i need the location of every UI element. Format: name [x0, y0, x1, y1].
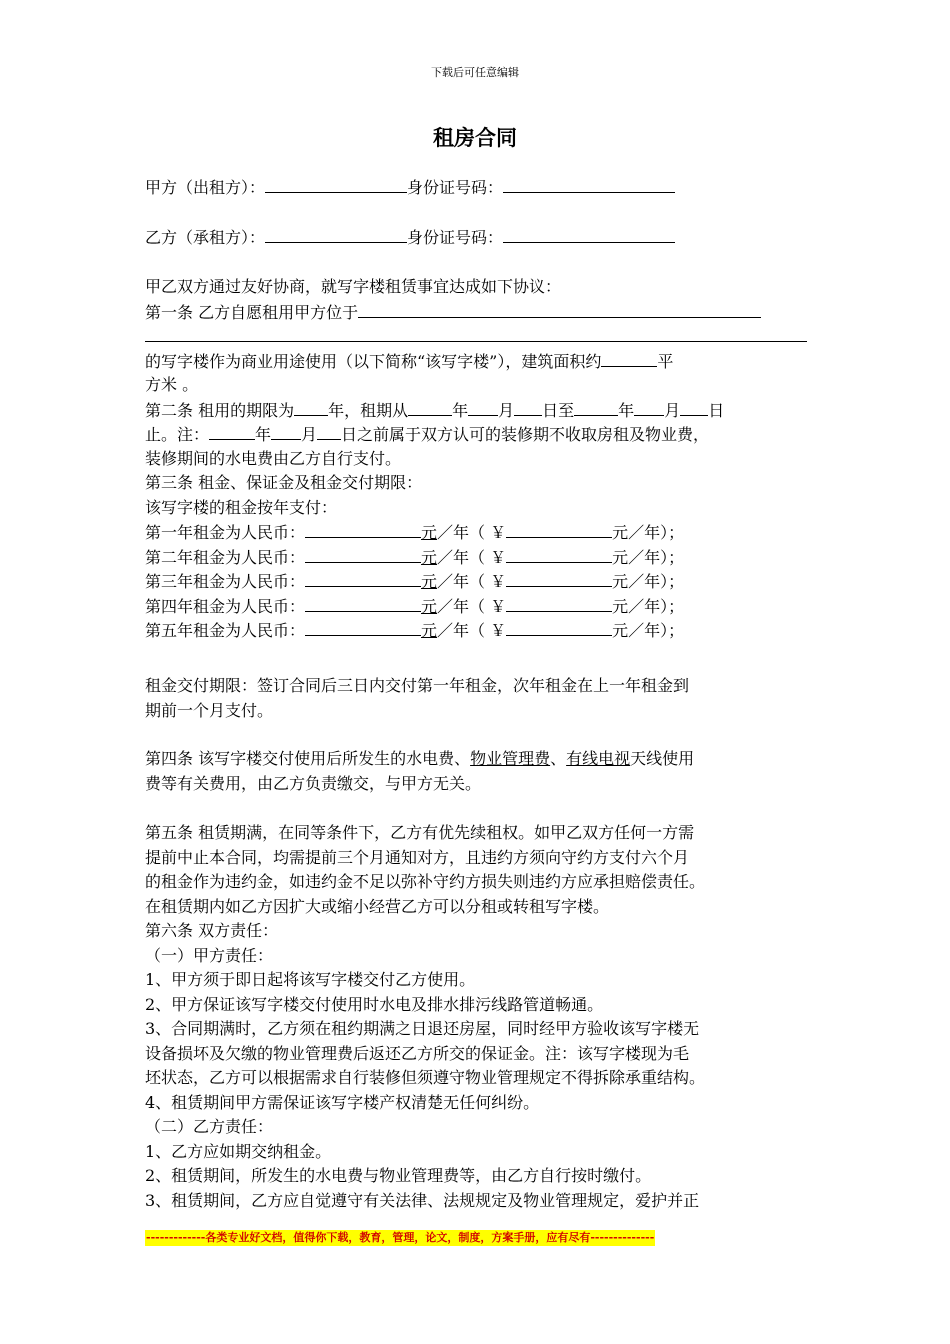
art6-line: 设备损坏及欠缴的物业管理费后返还乙方所交的保证金。注：该写字楼现为毛 [145, 1043, 690, 1063]
art5-line: 第五条 租赁期满，在同等条件下，乙方有优先续租权。如甲乙双方任何一方需 [145, 823, 695, 842]
renovation-month-blank[interactable] [271, 422, 301, 440]
rent-row: 第四年租金为人民币： 元／年（ ￥ 元／年）； [145, 594, 807, 619]
rent-amount-rmb-blank[interactable] [305, 520, 421, 538]
party-b-label: 乙方（承租方）： [145, 228, 266, 247]
party-a-line [145, 175, 807, 200]
rent-row: 第三年租金为人民币： 元／年（ ￥ 元／年）； [145, 569, 807, 594]
rent-amount-cny-blank[interactable] [506, 594, 612, 612]
end-year-blank[interactable] [574, 398, 618, 416]
rent-row: 第五年租金为人民币： 元／年（ ￥ 元／年）； [145, 618, 807, 643]
intro-line: 甲乙双方通过友好协商，就写字楼租赁事宜达成如下协议： [145, 277, 562, 296]
art6-line: 1、乙方应如期交纳租金。 [145, 1141, 332, 1161]
art6-line: 坯状态，乙方可以根据需求自行装修但须遵守物业管理规定不得拆除承重结构。 [145, 1068, 706, 1087]
art5-art6 [145, 821, 807, 1213]
start-month-blank[interactable] [468, 398, 498, 416]
art6-line: （二）乙方责任： [145, 1117, 274, 1136]
location-blank[interactable] [358, 300, 761, 318]
art1-line1: 第一条 乙方自愿租用甲方位于 [145, 300, 807, 325]
art6-line: 3、租赁期间，乙方应自觉遵守有关法律、法规规定及物业管理规定，爱护并正 [145, 1190, 700, 1210]
rent-amount-rmb-blank[interactable] [305, 594, 421, 612]
art1-line2 [145, 324, 807, 349]
rent-deadline: 租金交付期限：签订合同后三日内交付第一年租金，次年租金在上一年租金到 期前一个月支付。 [145, 676, 690, 720]
art6-line: 3、合同期满时，乙方须在租约期满之日退还房屋，同时经甲方验收该写字楼无 [145, 1019, 700, 1038]
art3-line2: 该写字楼的租金按年支付： [145, 497, 338, 517]
art6-line: 第六条 双方责任： [145, 921, 279, 940]
art1-line3: 的写字楼作为商业用途使用（以下简称“该写字楼”），建筑面积约 平 [145, 349, 807, 374]
art6-line: （一）甲方责任： [145, 945, 274, 965]
art6-line: 2、租赁期间，所发生的水电费与物业管理费等，由乙方自行按时缴付。 [145, 1166, 652, 1185]
party-b-id-label: 身份证号码： [407, 228, 504, 247]
cable-tv-link[interactable]: 有线电视 [566, 749, 631, 768]
party-a-name-blank[interactable] [265, 175, 407, 193]
party-b-id-blank[interactable] [503, 225, 675, 243]
area-blank[interactable] [601, 349, 657, 367]
rent-amount-cny-blank[interactable] [506, 569, 612, 587]
party-a-id-label: 身份证号码： [407, 178, 504, 197]
rent-amount-rmb-blank[interactable] [305, 545, 421, 563]
art3-line1: 第三条 租金、保证金及租金交付期限： [145, 473, 423, 492]
location-blank-2[interactable] [145, 324, 807, 342]
end-month-blank[interactable] [634, 398, 664, 416]
art5-line: 提前中止本合同，均需提前三个月通知对方，且违约方须向守约方支付六个月 [145, 847, 690, 867]
rent-amount-cny-blank[interactable] [506, 520, 612, 538]
rent-amount-rmb-blank[interactable] [305, 569, 421, 587]
renovation-day-blank[interactable] [317, 422, 341, 440]
rent-amount-rmb-blank[interactable] [305, 618, 421, 636]
art6-line: 1、甲方须于即日起将该写字楼交付乙方使用。 [145, 970, 476, 989]
footer-banner: -------------各类专业好文档，值得你下载，教育，管理，论文，制度，方案手册，应有尽有-------------- [146, 1231, 655, 1244]
document-title: 租房合同 [433, 125, 517, 150]
start-day-blank[interactable] [514, 398, 542, 416]
renovation-year-blank[interactable] [209, 422, 255, 440]
party-a-id-blank[interactable] [503, 175, 675, 193]
rent-rows [145, 520, 807, 643]
rent-amount-cny-blank[interactable] [506, 618, 612, 636]
rent-amount-cny-blank[interactable] [506, 545, 612, 563]
header-note: 下载后可任意编辑 [431, 66, 519, 79]
property-fee-link[interactable]: 物业管理费 [470, 749, 551, 768]
art5 [145, 821, 807, 919]
art5-line: 的租金作为违约金，如违约金不足以弥补守约方损失则违约方应承担赔偿责任。 [145, 872, 706, 891]
end-day-blank[interactable] [680, 398, 708, 416]
term-years-blank[interactable] [294, 398, 328, 416]
art2-line3: 装修期间的水电费由乙方自行支付。 [145, 448, 402, 468]
art4: 第四条 该写字楼交付使用后所发生的水电费、物业管理费、有线电视天线使用 费等有关费用，由乙方负责缴交，与甲方无关。 [145, 749, 695, 793]
party-b-name-blank[interactable] [265, 225, 407, 243]
art5-line: 在租赁期内如乙方因扩大或缩小经营乙方可以分租或转租写字楼。 [145, 896, 610, 916]
art6-line: 2、甲方保证该写字楼交付使用时水电及排水排污线路管道畅通。 [145, 994, 604, 1014]
art2-line2: 止。注： 年 月 日之前属于双方认可的装修期不收取房租及物业费， [145, 422, 807, 447]
start-year-blank[interactable] [408, 398, 452, 416]
contract-body-1 [145, 275, 807, 643]
party-b-line [145, 225, 807, 250]
party-a-label: 甲方（出租方）： [145, 178, 266, 197]
art6-line: 4、租赁期间甲方需保证该写字楼产权清楚无任何纠纷。 [145, 1092, 540, 1112]
art6 [145, 919, 807, 1213]
art2-line1: 第二条 租用的期限为 年，租期从 年 月 日至 年 月 日 [145, 398, 807, 423]
rent-row: 第一年租金为人民币： 元／年（ ￥ 元／年）； [145, 520, 807, 545]
art1-line4: 方米 。 [145, 375, 199, 394]
rent-row: 第二年租金为人民币： 元／年（ ￥ 元／年）； [145, 545, 807, 570]
